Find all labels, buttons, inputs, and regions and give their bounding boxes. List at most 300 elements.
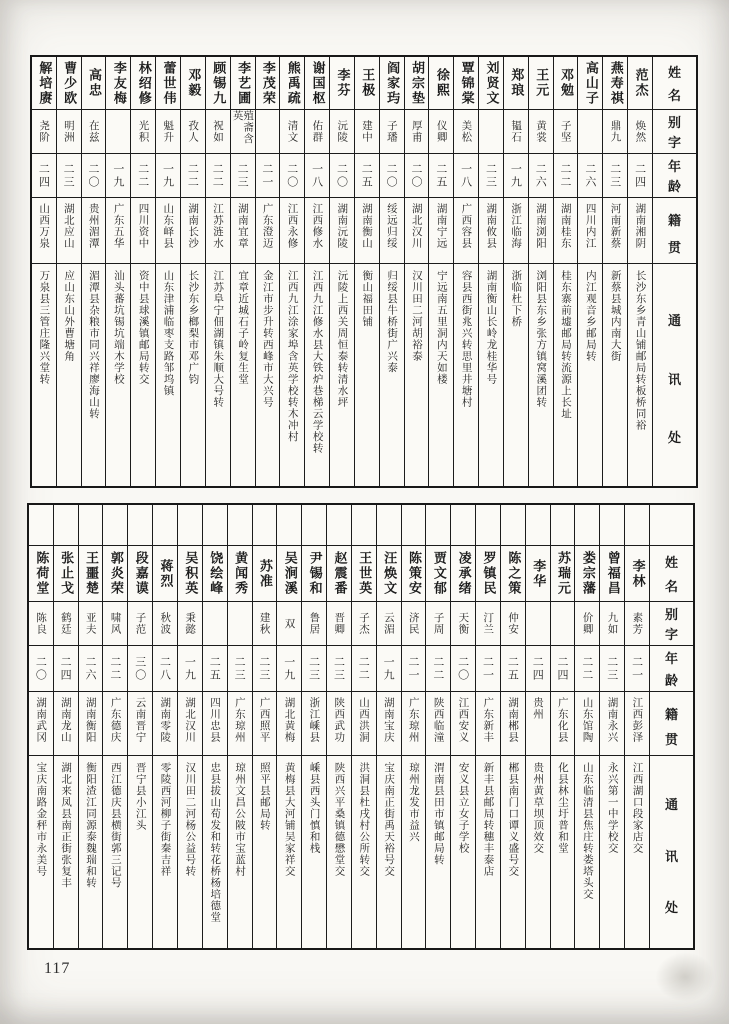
origin-text: 广西容县 xyxy=(460,203,473,249)
origin-cell xyxy=(330,197,354,263)
zi-cell xyxy=(551,601,575,645)
addr-text: 汉川田二河杨公益号转 xyxy=(184,762,197,877)
zi-cell xyxy=(327,601,351,645)
addr-text: 容县西街兆兴转思里井塘村 xyxy=(460,270,473,408)
age-cell xyxy=(106,153,130,197)
name-text: 娄宗藩 xyxy=(579,551,595,596)
age-cell xyxy=(305,153,329,197)
origin-text: 湖南长沙 xyxy=(187,203,200,249)
zi-cell xyxy=(501,601,525,645)
origin-text: 广东德庆 xyxy=(109,697,122,743)
addr-cell xyxy=(429,263,453,486)
age-cell xyxy=(32,153,56,197)
name-text: 李芬 xyxy=(334,68,350,98)
header-addr xyxy=(650,755,693,948)
addr-cell xyxy=(603,263,627,486)
age-cell xyxy=(529,153,553,197)
addr-text: 忠县拔山荀发和转花桥杨培德堂 xyxy=(209,762,222,923)
name-text: 覃锦棠 xyxy=(458,60,474,106)
blank-cell xyxy=(228,505,252,545)
addr-text: 琼州文昌公陂市宝蓝村 xyxy=(234,762,247,877)
zi-cell xyxy=(429,109,453,153)
addr-text: 江西九江修水县大铁炉巷梯云学校转 xyxy=(311,270,324,454)
origin-cell xyxy=(355,197,379,263)
addr-text: 沅陵上西关周恒泰转清水坪 xyxy=(336,270,349,408)
addr-cell xyxy=(352,755,376,948)
scan-smudge xyxy=(655,952,715,1002)
name-cell xyxy=(203,545,227,601)
person-column xyxy=(127,505,152,948)
age-cell xyxy=(377,645,401,691)
name-text: 吴积英 xyxy=(182,551,198,596)
age-text: 二六 xyxy=(583,162,597,189)
name-cell xyxy=(451,545,475,601)
blank-cell xyxy=(377,505,401,545)
age-text: 二五 xyxy=(208,655,222,682)
person-column xyxy=(528,57,553,486)
addr-cell xyxy=(82,263,106,486)
name-text: 凌承绪 xyxy=(455,551,471,596)
origin-text: 江苏涟水 xyxy=(211,203,224,249)
name-text: 王噩楚 xyxy=(83,551,99,596)
zi-text: 仲安 xyxy=(507,612,520,635)
name-cell xyxy=(54,545,78,601)
name-cell xyxy=(103,545,127,601)
name-text: 邓勉 xyxy=(558,68,574,98)
name-text: 王极 xyxy=(359,68,375,98)
addr-cell xyxy=(131,263,155,486)
name-cell xyxy=(479,57,503,109)
zi-text: 仪卿 xyxy=(435,120,448,143)
header-label: 籍 贯 xyxy=(664,707,678,749)
age-text: 二二 xyxy=(211,162,225,189)
name-text: 范杰 xyxy=(632,68,648,98)
addr-cell xyxy=(128,755,152,948)
name-cell xyxy=(476,545,500,601)
name-cell xyxy=(228,545,252,601)
addr-cell xyxy=(600,755,624,948)
age-cell xyxy=(206,153,230,197)
name-cell xyxy=(32,57,56,109)
age-text: 二三 xyxy=(608,162,622,189)
addr-cell xyxy=(277,755,301,948)
origin-text: 陕西临潼 xyxy=(432,697,445,743)
age-text: 二四 xyxy=(531,655,545,682)
header-column xyxy=(652,57,696,486)
name-cell xyxy=(575,545,599,601)
person-column xyxy=(425,505,450,948)
blank-cell xyxy=(128,505,152,545)
age-text: 二〇 xyxy=(456,655,470,682)
person-column xyxy=(326,505,351,948)
name-text: 陈荷堂 xyxy=(33,551,49,596)
zi-cell xyxy=(451,601,475,645)
blank-cell xyxy=(178,505,202,545)
origin-cell xyxy=(57,197,81,263)
person-column xyxy=(177,505,202,948)
age-cell xyxy=(131,153,155,197)
person-column xyxy=(401,505,426,948)
zi-cell xyxy=(426,601,450,645)
blank-cell xyxy=(302,505,326,545)
zi-text: 子杰 xyxy=(358,612,371,635)
addr-text: 桂东寨前墟邮局转流源上长址 xyxy=(560,270,573,420)
person-column xyxy=(450,505,475,948)
addr-cell xyxy=(380,263,404,486)
zi-cell xyxy=(628,109,652,153)
zi-cell xyxy=(504,109,528,153)
name-text: 吴涧溪 xyxy=(281,551,297,596)
name-cell xyxy=(231,57,255,109)
addr-cell xyxy=(628,263,652,486)
zi-cell xyxy=(153,601,177,645)
origin-text: 湖南桂东 xyxy=(559,203,572,249)
origin-cell xyxy=(153,691,177,755)
name-cell xyxy=(377,545,401,601)
age-text: 一九 xyxy=(509,162,523,189)
addr-cell xyxy=(405,263,429,486)
addr-cell xyxy=(302,755,326,948)
person-column xyxy=(376,505,401,948)
age-text: 二一 xyxy=(630,655,644,682)
blank-cell xyxy=(501,505,525,545)
blank-cell xyxy=(277,505,301,545)
person-column xyxy=(105,57,130,486)
age-cell xyxy=(327,645,351,691)
origin-cell xyxy=(228,691,252,755)
origin-cell xyxy=(578,197,602,263)
age-cell xyxy=(551,645,575,691)
addr-text: 宝庆南正街禹天裕号交 xyxy=(383,762,396,877)
age-cell xyxy=(575,645,599,691)
origin-text: 山东峄县 xyxy=(162,203,175,249)
origin-cell xyxy=(554,197,578,263)
origin-text: 山东馆陶 xyxy=(581,697,594,743)
origin-cell xyxy=(256,197,280,263)
header-zi xyxy=(650,601,693,645)
name-text: 胡宗垫 xyxy=(408,60,424,106)
person-column xyxy=(624,505,649,948)
age-cell xyxy=(426,645,450,691)
age-text: 一八 xyxy=(459,162,473,189)
origin-text: 广东化县 xyxy=(556,697,569,743)
addr-text: 衡阳渣江同源泰魏瑞和转 xyxy=(85,762,98,889)
addr-text: 宜章近城石子岭复生堂 xyxy=(237,270,250,385)
zi-text: 殖斋含英 xyxy=(231,110,255,145)
zi-text: 陈良 xyxy=(35,612,48,635)
zi-text: 光积 xyxy=(137,120,150,143)
addr-cell xyxy=(79,755,103,948)
age-text: 二二 xyxy=(108,655,122,682)
age-text: 二三 xyxy=(62,162,76,189)
origin-text: 浙江临海 xyxy=(510,203,523,249)
age-cell xyxy=(228,645,252,691)
age-cell xyxy=(451,645,475,691)
origin-cell xyxy=(54,691,78,755)
zi-cell xyxy=(277,601,301,645)
blank-cell xyxy=(476,505,500,545)
origin-text: 湖南郴县 xyxy=(507,697,520,743)
addr-text: 江西九江涂家埠含英学校转木冲村 xyxy=(286,270,299,443)
origin-text: 湖南浏阳 xyxy=(534,203,547,249)
origin-cell xyxy=(79,691,103,755)
blank-cell xyxy=(575,505,599,545)
name-cell xyxy=(426,545,450,601)
origin-cell xyxy=(231,197,255,263)
person-column xyxy=(202,505,227,948)
name-text: 李林 xyxy=(629,558,645,589)
zi-text: 沅陵 xyxy=(336,120,349,143)
header-label: 年 龄 xyxy=(667,159,681,196)
person-column xyxy=(56,57,81,486)
origin-cell xyxy=(29,691,53,755)
origin-text: 湖南永兴 xyxy=(606,697,619,743)
age-cell xyxy=(181,153,205,197)
age-text: 二四 xyxy=(556,655,570,682)
origin-cell xyxy=(178,691,202,755)
origin-cell xyxy=(131,197,155,263)
addr-cell xyxy=(305,263,329,486)
zi-cell xyxy=(330,109,354,153)
name-text: 李茂荣 xyxy=(259,60,275,106)
age-text: 二〇 xyxy=(385,162,399,189)
blank-cell xyxy=(29,505,53,545)
name-cell xyxy=(429,57,453,109)
name-text: 王元 xyxy=(533,68,549,98)
origin-text: 江西安义 xyxy=(457,697,470,743)
addr-cell xyxy=(228,755,252,948)
age-cell xyxy=(153,645,177,691)
age-cell xyxy=(156,153,180,197)
addr-text: 新蔡县城内南大街 xyxy=(609,270,622,362)
origin-text: 湖南衡阳 xyxy=(84,697,97,743)
zi-cell xyxy=(178,601,202,645)
age-cell xyxy=(54,645,78,691)
addr-cell xyxy=(575,755,599,948)
person-column xyxy=(404,57,429,486)
addr-text: 湖南衡山长岭龙桂华号 xyxy=(485,270,498,385)
zi-cell xyxy=(600,601,624,645)
name-text: 解培赓 xyxy=(36,60,52,106)
origin-cell xyxy=(305,197,329,263)
origin-text: 四川忠县 xyxy=(208,697,221,743)
origin-cell xyxy=(551,691,575,755)
name-cell xyxy=(206,57,230,109)
zi-text: 九如 xyxy=(606,612,619,635)
person-column xyxy=(155,57,180,486)
addr-text: 湄潭县杂粮市同兴祥廖海山转 xyxy=(88,270,101,420)
origin-cell xyxy=(451,691,475,755)
zi-text: 厚甫 xyxy=(410,120,423,143)
age-text: 二六 xyxy=(534,162,548,189)
addr-cell xyxy=(451,755,475,948)
person-column xyxy=(428,57,453,486)
age-text: 一九 xyxy=(382,655,396,682)
zi-cell xyxy=(29,601,53,645)
origin-text: 广东琼州 xyxy=(233,697,246,743)
name-text: 郑琅 xyxy=(508,68,524,98)
addr-cell xyxy=(231,263,255,486)
addr-cell xyxy=(355,263,379,486)
age-cell xyxy=(625,645,649,691)
origin-cell xyxy=(625,691,649,755)
origin-text: 陕西武功 xyxy=(333,697,346,743)
addr-cell xyxy=(32,263,56,486)
age-text: 二三 xyxy=(257,655,271,682)
age-cell xyxy=(355,153,379,197)
age-cell xyxy=(231,153,255,197)
name-cell xyxy=(405,57,429,109)
addr-cell xyxy=(253,755,277,948)
addr-text: 江西湖口段家店交 xyxy=(631,762,644,854)
origin-text: 湖南宜章 xyxy=(236,203,249,249)
age-cell xyxy=(479,153,503,197)
zi-text: 价卿 xyxy=(581,612,594,635)
header-origin xyxy=(650,691,693,755)
addr-text: 贵州黄草坝顶效交 xyxy=(532,762,545,854)
person-column xyxy=(599,505,624,948)
addr-cell xyxy=(578,263,602,486)
blank-cell xyxy=(600,505,624,545)
zi-cell xyxy=(181,109,205,153)
addr-text: 江苏阜宁佃湖镇朱顺大号转 xyxy=(212,270,225,408)
zi-text: 韫石 xyxy=(510,120,523,143)
origin-text: 湖南宝庆 xyxy=(382,697,395,743)
zi-cell xyxy=(131,109,155,153)
addr-text: 新丰县邮局转穗丰泰店 xyxy=(482,762,495,877)
age-text: 一九 xyxy=(183,655,197,682)
age-cell xyxy=(402,645,426,691)
zi-text: 鲁居 xyxy=(308,612,321,635)
name-cell xyxy=(554,57,578,109)
zi-text: 亚夫 xyxy=(84,612,97,635)
addr-text: 山东临清县焦庄转娄塔头交 xyxy=(581,762,594,900)
name-text: 苏瑞元 xyxy=(555,551,571,596)
origin-cell xyxy=(156,197,180,263)
age-text: 二三 xyxy=(605,655,619,682)
addr-text: 渭南县田市镇邮局转 xyxy=(432,762,445,866)
addr-text: 浙临杜下桥 xyxy=(510,270,523,328)
origin-cell xyxy=(476,691,500,755)
addr-text: 浏阳县东乡张方镇窝溪团转 xyxy=(535,270,548,408)
name-cell xyxy=(625,545,649,601)
origin-text: 湖南湘阴 xyxy=(634,203,647,249)
age-text: 二二 xyxy=(136,162,150,189)
origin-text: 湖南沅陵 xyxy=(336,203,349,249)
addr-text: 应山东山外曹塘角 xyxy=(63,270,76,362)
name-cell xyxy=(305,57,329,109)
addr-text: 归绥县牛桥街广兴泰 xyxy=(386,270,399,374)
zi-cell xyxy=(228,601,252,645)
person-column xyxy=(180,57,205,486)
origin-cell xyxy=(106,197,130,263)
age-text: 二一 xyxy=(481,655,495,682)
age-text: 一九 xyxy=(282,655,296,682)
name-cell xyxy=(82,57,106,109)
person-column xyxy=(329,57,354,486)
origin-text: 江西修水 xyxy=(311,203,324,249)
age-cell xyxy=(29,645,53,691)
age-text: 二〇 xyxy=(335,162,349,189)
zi-text: 汀兰 xyxy=(482,612,495,635)
age-text: 二五 xyxy=(360,162,374,189)
origin-text: 湖南龙山 xyxy=(59,697,72,743)
origin-text: 四川内江 xyxy=(584,203,597,249)
origin-text: 绥远归绥 xyxy=(385,203,398,249)
age-cell xyxy=(504,153,528,197)
addr-text: 宁远南五里洞内天如楼 xyxy=(435,270,448,385)
age-text: 二〇 xyxy=(34,655,48,682)
age-text: 二五 xyxy=(506,655,520,682)
header-label: 别 字 xyxy=(664,607,678,644)
name-text: 徐熙 xyxy=(433,68,449,98)
origin-cell xyxy=(277,691,301,755)
origin-cell xyxy=(203,691,227,755)
age-cell xyxy=(578,153,602,197)
age-text: 二四 xyxy=(37,162,51,189)
person-column xyxy=(351,505,376,948)
addr-cell xyxy=(29,755,53,948)
addr-text: 金江市步升转西峰市大兴号 xyxy=(261,270,274,408)
name-text: 曾福昌 xyxy=(604,551,620,596)
age-cell xyxy=(103,645,127,691)
name-cell xyxy=(501,545,525,601)
zi-cell xyxy=(526,601,550,645)
origin-text: 湖南衡山 xyxy=(361,203,374,249)
header-origin xyxy=(653,197,696,263)
header-age xyxy=(650,645,693,691)
name-cell xyxy=(327,545,351,601)
zi-cell xyxy=(554,109,578,153)
name-text: 陈策安 xyxy=(405,551,421,596)
person-column xyxy=(29,505,53,948)
name-cell xyxy=(578,57,602,109)
age-text: 二六 xyxy=(84,655,98,682)
header-age xyxy=(653,153,696,197)
zi-text: 孜人 xyxy=(187,120,200,143)
name-cell xyxy=(551,545,575,601)
addr-cell xyxy=(501,755,525,948)
blank-cell xyxy=(426,505,450,545)
zi-cell xyxy=(128,601,152,645)
age-text: 二三 xyxy=(484,162,498,189)
zi-cell xyxy=(603,109,627,153)
origin-text: 贵州湄潭 xyxy=(87,203,100,249)
origin-cell xyxy=(628,197,652,263)
name-text: 林绍修 xyxy=(135,60,151,106)
age-cell xyxy=(405,153,429,197)
origin-cell xyxy=(526,691,550,755)
zi-cell xyxy=(32,109,56,153)
person-column xyxy=(627,57,652,486)
age-cell xyxy=(600,645,624,691)
person-column xyxy=(152,505,177,948)
blank-cell xyxy=(253,505,277,545)
name-text: 高忠 xyxy=(86,68,102,98)
zi-cell xyxy=(402,601,426,645)
addr-cell xyxy=(153,755,177,948)
name-text: 赵震番 xyxy=(331,551,347,596)
addr-cell xyxy=(402,755,426,948)
name-cell xyxy=(603,57,627,109)
origin-text: 河南新蔡 xyxy=(609,203,622,249)
person-column xyxy=(227,505,252,948)
blank-cell xyxy=(79,505,103,545)
name-text: 蒋烈 xyxy=(157,558,173,589)
name-cell xyxy=(380,57,404,109)
age-cell xyxy=(526,645,550,691)
addr-text: 山东津浦临枣支路邹坞镇 xyxy=(162,270,175,397)
